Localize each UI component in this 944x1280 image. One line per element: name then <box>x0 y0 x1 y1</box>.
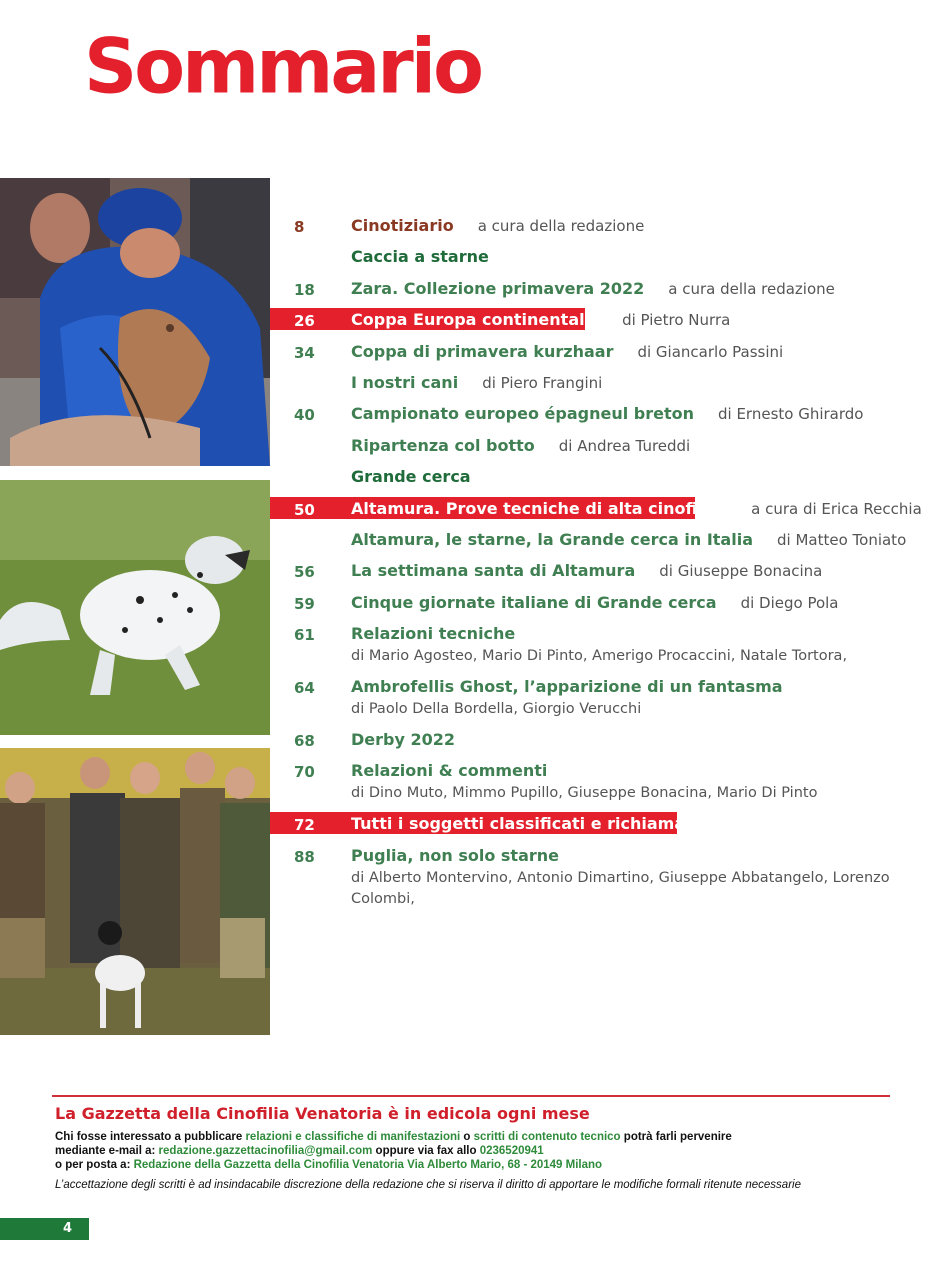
toc-page-number: 70 <box>294 763 315 782</box>
toc-title: Campionato europeo épagneul breton <box>351 404 694 424</box>
footer-line-address: o per posta a: Redazione della Gazzetta della Cinofilia Venatoria Via Alberto Mario, 68 - 20149 Milano <box>55 1159 603 1171</box>
toc-title: Altamura, le starne, la Grande cerca in Italia <box>351 529 753 549</box>
toc-page-number: 50 <box>294 500 315 519</box>
toc-author: di Matteo Toniato <box>777 530 907 549</box>
toc-entry[interactable] <box>270 757 944 810</box>
toc-page-number: 56 <box>294 563 315 582</box>
toc-entry[interactable] <box>270 463 944 494</box>
toc-title: Derby 2022 <box>351 730 456 750</box>
toc-title: Zara. Collezione primavera 2022 <box>351 278 645 298</box>
page-title: Sommario <box>84 23 481 111</box>
photo-handler-hugging-dog <box>0 178 270 466</box>
toc-entry[interactable] <box>270 495 944 526</box>
toc-entry[interactable] <box>270 275 944 306</box>
toc-authors: di Dino Muto, Mimmo Pupillo, Giuseppe Bonacina, Mario Di Pinto <box>351 785 818 802</box>
toc-page-number: 88 <box>294 847 315 866</box>
toc-author: di Diego Pola <box>740 593 839 612</box>
toc-title: Grande cerca <box>351 467 471 487</box>
toc-author: a cura della redazione <box>668 279 835 298</box>
photo-group-hunters-with-dog <box>0 748 270 1035</box>
toc-page-number: 72 <box>294 816 315 835</box>
toc-author: di Ernesto Ghirardo <box>718 405 864 424</box>
toc-title: Coppa di primavera kurzhaar <box>351 341 614 361</box>
toc-title: Altamura. Prove tecniche di alta cinofilia <box>351 498 720 518</box>
toc-entry[interactable] <box>270 369 944 400</box>
toc-author: a cura della redazione <box>477 217 645 235</box>
toc-authors: di Mario Agosteo, Mario Di Pinto, Amerigo Procaccini, Natale Tortora, <box>351 648 848 665</box>
page-number: 4 <box>63 1221 73 1236</box>
toc-title: Tutti i soggetti classificati e richiamati <box>351 814 699 834</box>
toc-title: Relazioni & commenti <box>351 761 548 781</box>
page-number-tab <box>0 1218 89 1240</box>
toc-authors: di Alberto Montervino, Antonio Dimartino, Giuseppe Abbatangelo, Lorenzo Colombi, <box>351 869 890 907</box>
toc-authors: di Paolo Della Bordella, Giorgio Verucchi <box>351 701 642 718</box>
toc-entry[interactable] <box>270 810 944 841</box>
table-of-contents <box>270 212 944 916</box>
toc-title: Puglia, non solo starne <box>351 845 559 865</box>
footer-line-contact: mediante e-mail a: redazione.gazzettacinofilia@gmail.com oppure via fax allo 0236520941 <box>55 1145 544 1157</box>
toc-page-number: 34 <box>294 343 315 362</box>
toc-author: di Piero Frangini <box>482 373 603 392</box>
toc-page-number: 18 <box>294 280 315 299</box>
footer-disclaimer: L’accettazione degli scritti è ad insindacabile discrezione della redazione che si riserva il diritto di apportare le modifiche formali ritenute necessarie <box>55 1179 801 1191</box>
toc-entry[interactable] <box>270 620 944 673</box>
toc-title: Ripartenza col botto <box>351 435 535 455</box>
toc-title: Relazioni tecniche <box>351 624 516 644</box>
toc-page-number: 8 <box>294 218 305 236</box>
toc-entry[interactable] <box>270 338 944 369</box>
toc-page-number: 68 <box>294 732 315 751</box>
footer-divider <box>52 1095 890 1097</box>
toc-page-number: 59 <box>294 594 315 613</box>
toc-entry[interactable] <box>270 243 944 274</box>
toc-author: a cura di Erica Recchia <box>751 499 922 518</box>
toc-title: La settimana santa di Altamura <box>351 561 636 581</box>
toc-page-number: 40 <box>294 406 315 425</box>
toc-title: Ambrofellis Ghost, l’apparizione di un fantasma <box>351 677 783 697</box>
toc-title: Caccia a starne <box>351 247 489 267</box>
toc-title: Cinque giornate italiane di Grande cerca <box>351 592 717 612</box>
toc-page-number: 26 <box>294 312 315 331</box>
toc-page-number: 61 <box>294 626 315 645</box>
toc-title: I nostri cani <box>351 372 459 392</box>
toc-page-number: 64 <box>294 679 315 698</box>
toc-author: di Andrea Tureddi <box>558 436 691 455</box>
toc-entry[interactable] <box>270 726 944 757</box>
toc-entry[interactable] <box>270 400 944 431</box>
toc-entry[interactable] <box>270 589 944 620</box>
toc-entry[interactable] <box>270 306 944 337</box>
toc-entry[interactable] <box>270 432 944 463</box>
toc-author: di Giuseppe Bonacina <box>659 562 823 581</box>
toc-title: Cinotiziario <box>351 216 454 235</box>
toc-title: Coppa Europa continentali <box>351 310 591 330</box>
toc-author: di Pietro Nurra <box>622 311 731 330</box>
photo-running-setter <box>0 480 270 735</box>
toc-entry[interactable] <box>270 212 944 243</box>
footer-headline: La Gazzetta della Cinofilia Venatoria è in edicola ogni mese <box>55 1104 590 1123</box>
toc-entry[interactable] <box>270 842 944 916</box>
email-link[interactable]: redazione.gazzettacinofilia@gmail.com <box>158 1145 373 1157</box>
toc-author: di Giancarlo Passini <box>637 342 784 361</box>
toc-entry[interactable] <box>270 557 944 588</box>
toc-entry[interactable] <box>270 673 944 726</box>
footer-line-submissions: Chi fosse interessato a pubblicare relazioni e classifiche di manifestazioni o scritti di contenuto tecnico potrà farli pervenire <box>55 1131 732 1143</box>
toc-entry[interactable] <box>270 526 944 557</box>
